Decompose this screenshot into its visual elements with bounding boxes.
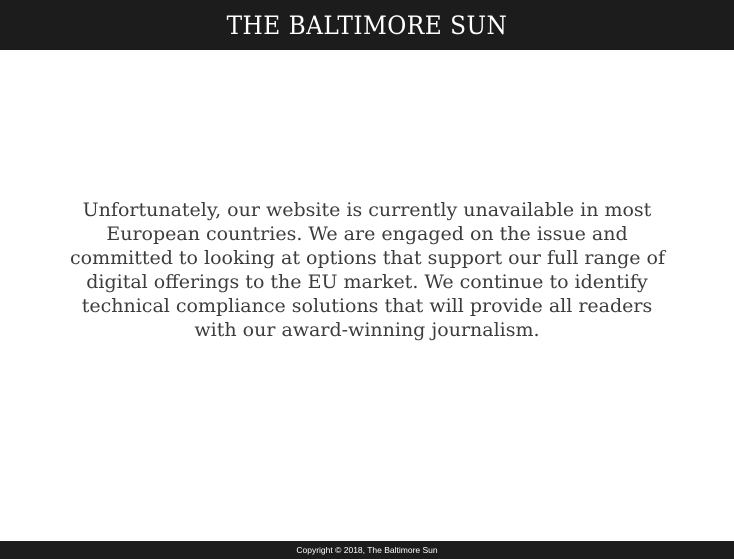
notice-line: technical compliance solutions that will provide all readers [81,295,653,317]
footer-bar [0,541,734,559]
unavailable-notice [70,198,664,342]
masthead [0,0,734,50]
notice-line: digital offerings to the EU market. We continue to identify [86,271,648,293]
notice-line: committed to looking at options that support our full range of [70,247,665,269]
site-logo[interactable]: THE BALTIMORE SUN [226,10,508,40]
notice-line: with our award-winning journalism. [194,319,540,341]
copyright-text: Copyright © 2018, The Baltimore Sun [296,545,438,555]
notice-line: Unfortunately, our website is currently unavailable in most [82,199,652,221]
notice-line: European countries. We are engaged on the issue and [106,223,628,245]
